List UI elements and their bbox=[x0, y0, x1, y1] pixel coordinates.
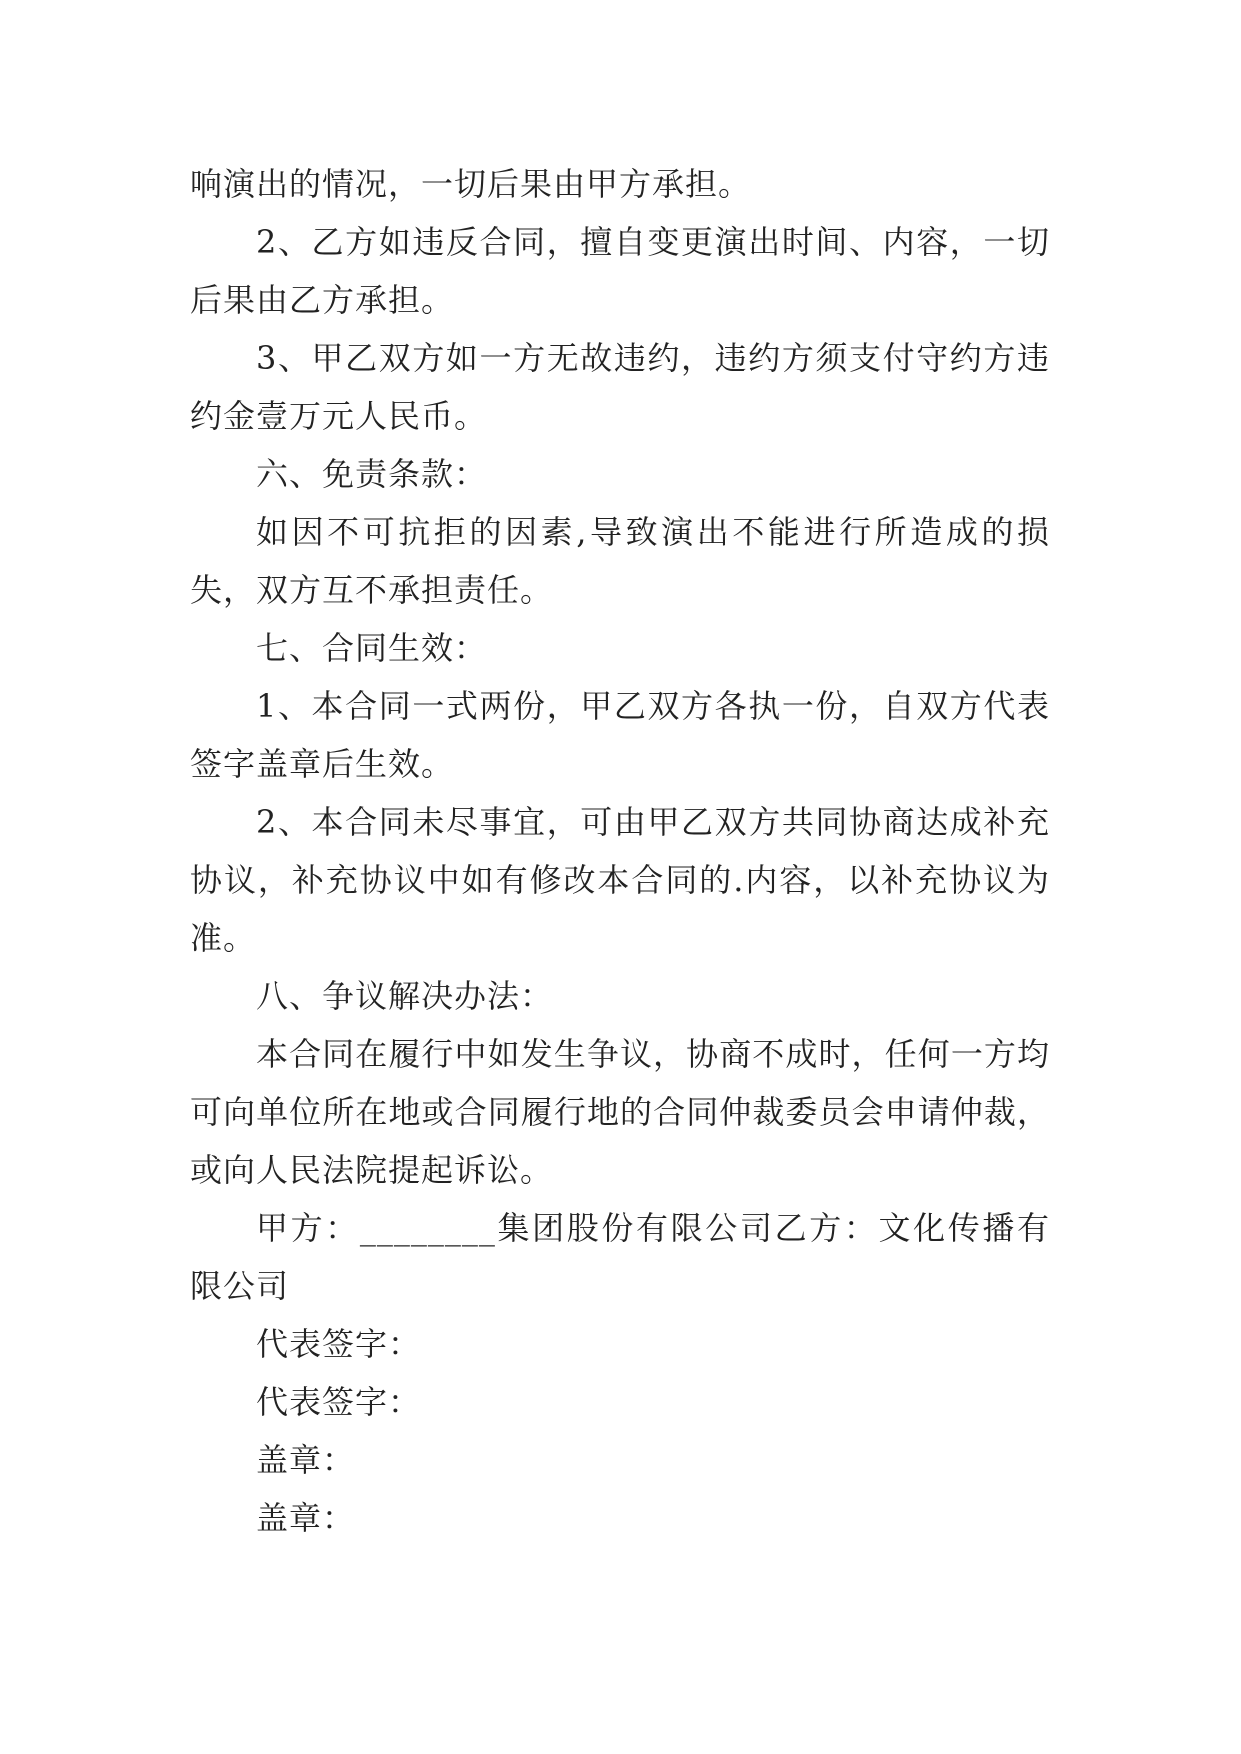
paragraph-arbitration: 本合同在履行中如发生争议，协商不成时，任何一方均可向单位所在地或合同履行地的合同仲裁委员会申请仲裁，或向人民法院提起诉讼。 bbox=[190, 1035, 1050, 1189]
heading-effectiveness: 七、合同生效： bbox=[256, 629, 488, 667]
paragraph-force-majeure: 如因不可抗拒的因素,导致演出不能进行所造成的损失，双方互不承担责任。 bbox=[190, 513, 1050, 609]
seal-line-b: 盖章： bbox=[256, 1499, 356, 1537]
heading-exemption: 六、免责条款： bbox=[256, 455, 488, 493]
signature-line-b: 代表签字： bbox=[256, 1383, 422, 1421]
heading-dispute: 八、争议解决办法： bbox=[256, 977, 554, 1015]
parties-line: 甲方：________集团股份有限公司乙方：文化传播有限公司 bbox=[190, 1209, 1050, 1305]
paragraph-penalty: 3、甲乙双方如一方无故违约，违约方须支付守约方违约金壹万元人民币。 bbox=[190, 339, 1050, 435]
contract-body bbox=[190, 155, 1050, 1547]
paragraph-copies: 1、本合同一式两份，甲乙双方各执一份，自双方代表签字盖章后生效。 bbox=[190, 687, 1050, 783]
signature-line-a: 代表签字： bbox=[256, 1325, 422, 1363]
paragraph-breach-party-b: 2、乙方如违反合同，擅自变更演出时间、内容，一切后果由乙方承担。 bbox=[190, 223, 1050, 319]
paragraph-consequence-party-a: 响演出的情况，一切后果由甲方承担。 bbox=[190, 165, 752, 203]
paragraph-supplement: 2、本合同未尽事宜，可由甲乙双方共同协商达成补充协议，补充协议中如有修改本合同的.内容，以补充协议为准。 bbox=[190, 803, 1050, 957]
seal-line-a: 盖章： bbox=[256, 1441, 356, 1479]
